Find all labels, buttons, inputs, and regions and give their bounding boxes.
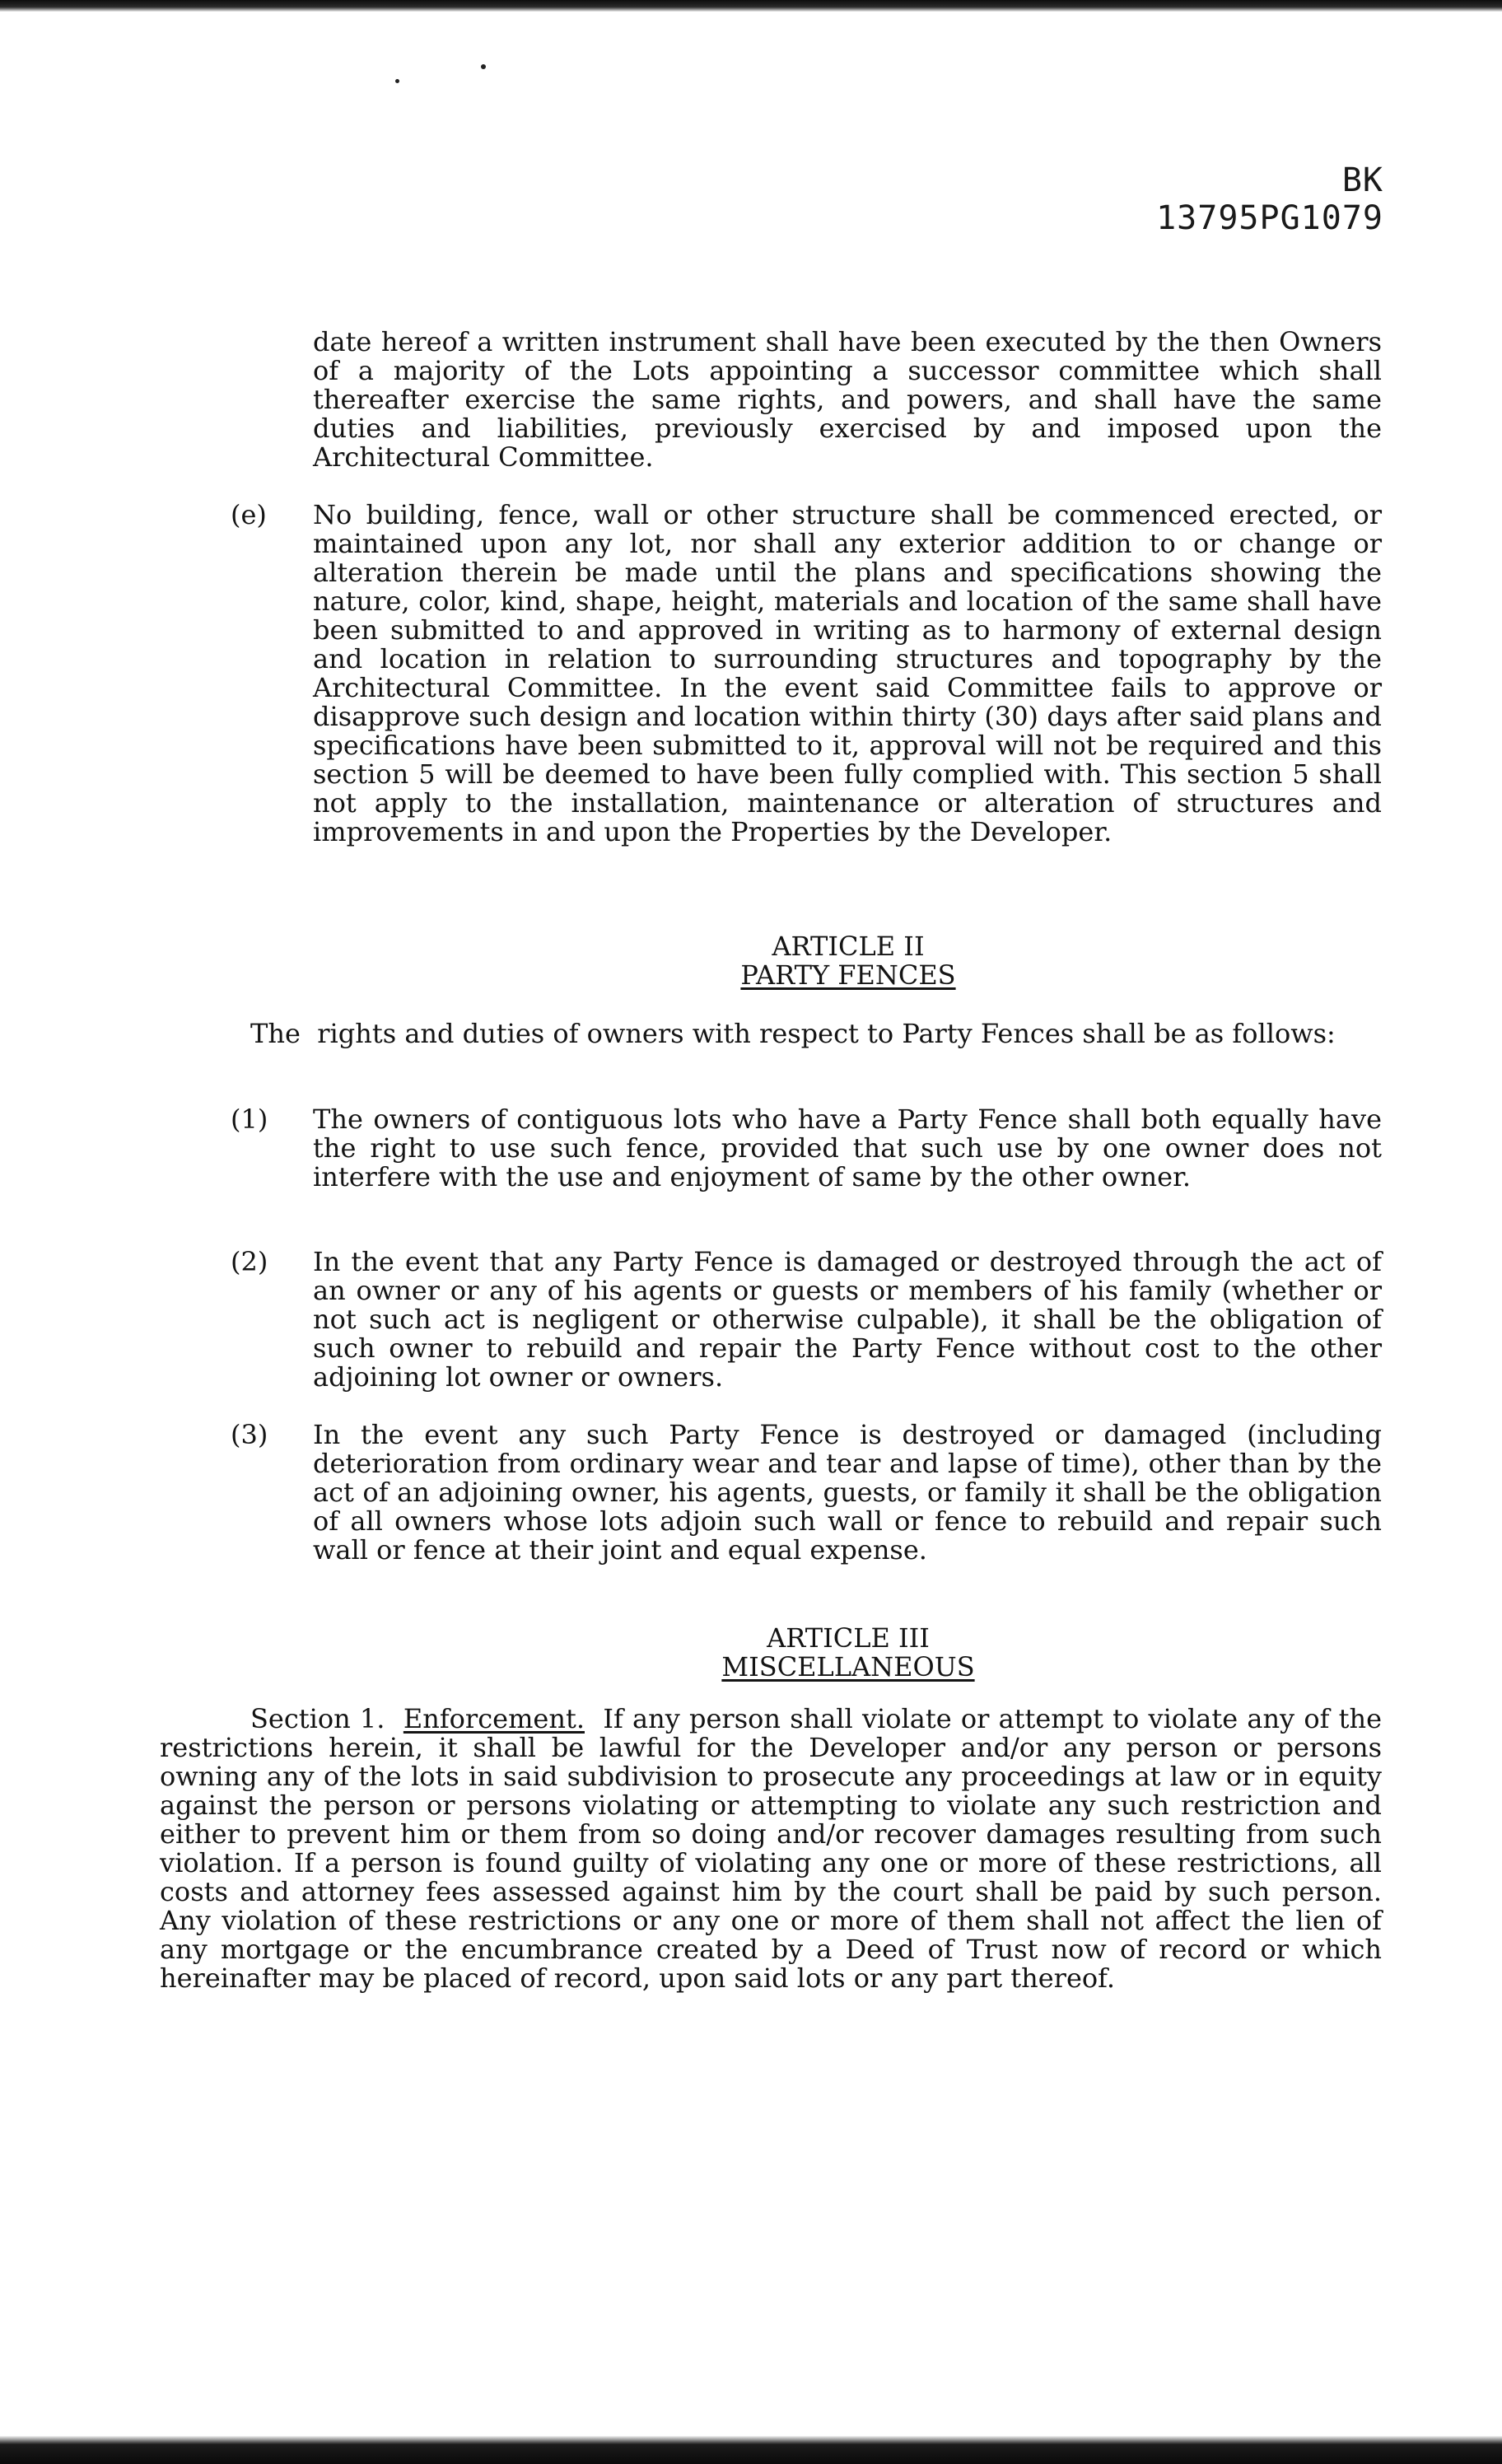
paragraph-continuation: date hereof a written instrument shall have been executed by the then Owners of a majority of the Lots appointing a successor committee which shall thereafter exercise the same rights, and powers, and shall have the same duties and liabilities, previously exercised by and imposed upon the Architectural Committee. (313, 326, 1382, 473)
document-number: BK 13795PG1079 (1156, 161, 1383, 237)
item-3-text: In the event any such Party Fence is destroyed or damaged (including deterioration from ordinary wear and tear and lapse of time), other than by the act of an adjoining owner, his agents, guests, or family it shall be the obligation of all owners whose lots adjoin such wall or fence to rebuild and repair such wall or fence at their joint and equal expense. (313, 1419, 1382, 1566)
article-3-title: MISCELLANEOUS (721, 1651, 975, 1682)
article-2-heading (313, 932, 1383, 990)
section-1-enforcement (160, 1705, 1382, 1993)
article-2-number: ARTICLE II (772, 931, 925, 962)
scan-edge-bottom (0, 2436, 1502, 2464)
section-1-prefix: Section 1. (250, 1703, 385, 1734)
item-2-label: (2) (231, 1246, 268, 1277)
scan-speck (481, 64, 486, 69)
article-2-intro-rest: rights and duties of owners with respect to Party Fences shall be as follows: (317, 1018, 1336, 1049)
article-3-heading (313, 1624, 1383, 1682)
item-2-text: In the event that any Party Fence is damaged or destroyed through the act of an owner or any of his agents or guests or members of his family (whether or not such act is negligent or otherwise culpable), it shall be the obligation of such owner to rebuild and repair the Party Fence without cost to the other adjoining lot owner or owners. (313, 1246, 1382, 1393)
section-1-heading: Enforcement. (403, 1703, 585, 1734)
item-e-label: (e) (231, 499, 267, 530)
article-2-title: PARTY FENCES (740, 959, 956, 991)
article-2-intro (160, 1020, 1382, 1048)
article-2-intro-lead: The (250, 1018, 301, 1049)
article-3-number: ARTICLE III (767, 1622, 930, 1654)
scan-speck (395, 79, 399, 83)
section-1-text: If any person shall violate or attempt to violate any of the restrictions herein, it shall be lawful for the Developer and/or any person or persons owning any of the lots in said subdivision to prosecute any proceedings at law or in equity against the person or persons violating or attempting to violate any such restriction and either to prevent him or them from so doing and/or recover damages resulting from such violation. If a person is found guilty of violating any one or more of these restrictions, all costs and attorney fees assessed against him by the court shall be paid by such person. Any violation of these restrictions or any one or more of them shall not affect the lien of any mortgage or the encumbrance created by a Deed of Trust now of record or which hereinafter may be placed of record, upon said lots or any part thereof. (160, 1703, 1383, 1994)
item-3-label: (3) (231, 1419, 268, 1450)
item-e-text: No building, fence, wall or other structure shall be commenced erected, or maintained upon any lot, nor shall any exterior addition to or change or alteration therein be made until the plans and specifications showing the nature, color, kind, shape, height, materials and location of the same shall have been submitted to and approved in writing as to harmony of external design and location in relation to surrounding structures and topography by the Architectural Committee. In the event said Committee fails to approve or disapprove such design and location within thirty (30) days after said plans and specifications have been submitted to it, approval will not be required and this section 5 will be deemed to have been fully complied with. This section 5 shall not apply to the installation, maintenance or alteration of structures and improvements in and upon the Properties by the Developer. (313, 499, 1382, 847)
item-1-text: The owners of contiguous lots who have a Party Fence shall both equally have the right to use such fence, provided that such use by one owner does not interfere with the use and enjoyment of same by the other owner. (313, 1104, 1382, 1192)
scan-edge-top (0, 0, 1502, 12)
item-1-label: (1) (231, 1104, 268, 1135)
